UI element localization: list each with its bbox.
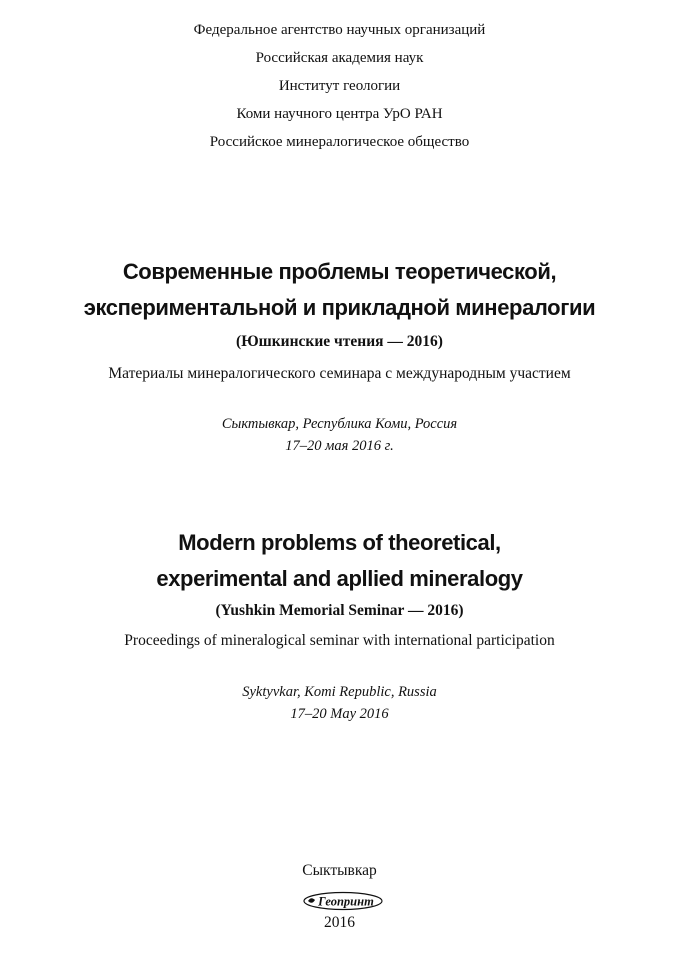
russian-dates: 17–20 мая 2016 г. xyxy=(285,438,394,454)
imprint-year: 2016 xyxy=(324,914,355,931)
english-dates: 17–20 May 2016 xyxy=(290,706,389,722)
english-place: Syktyvkar, Komi Republic, Russia xyxy=(242,684,437,700)
publisher-logo xyxy=(302,891,384,911)
russian-description: Материалы минералогического семинара с международным участием xyxy=(108,365,571,382)
org-line-4: Коми научного центра УрО РАН xyxy=(236,106,443,122)
russian-subtitle: (Юшкинские чтения — 2016) xyxy=(236,333,443,350)
org-line-3: Институт геологии xyxy=(278,78,401,94)
org-line-2: Российская академия наук xyxy=(255,50,424,66)
publisher-logo-text: Геопринт xyxy=(318,894,374,909)
org-line-1: Федеральное агентство научных организаций xyxy=(193,22,486,38)
imprint-city: Сыктывкар xyxy=(302,862,377,879)
russian-title-line-2: экспериментальной и прикладной минералогии xyxy=(83,295,596,320)
publisher-logo-mark xyxy=(308,898,315,903)
org-line-5: Российское минералогическое общество xyxy=(209,134,470,150)
english-subtitle: (Yushkin Memorial Seminar — 2016) xyxy=(215,602,464,619)
russian-place: Сыктывкар, Республика Коми, Россия xyxy=(221,416,458,432)
english-description: Proceedings of mineralogical seminar with international participation xyxy=(124,632,555,649)
russian-title-line-1: Современные проблемы теоретической, xyxy=(122,259,557,284)
english-title-line-2: experimental and apllied mineralogy xyxy=(156,566,523,591)
english-title-line-1: Modern problems of theoretical, xyxy=(178,530,501,555)
